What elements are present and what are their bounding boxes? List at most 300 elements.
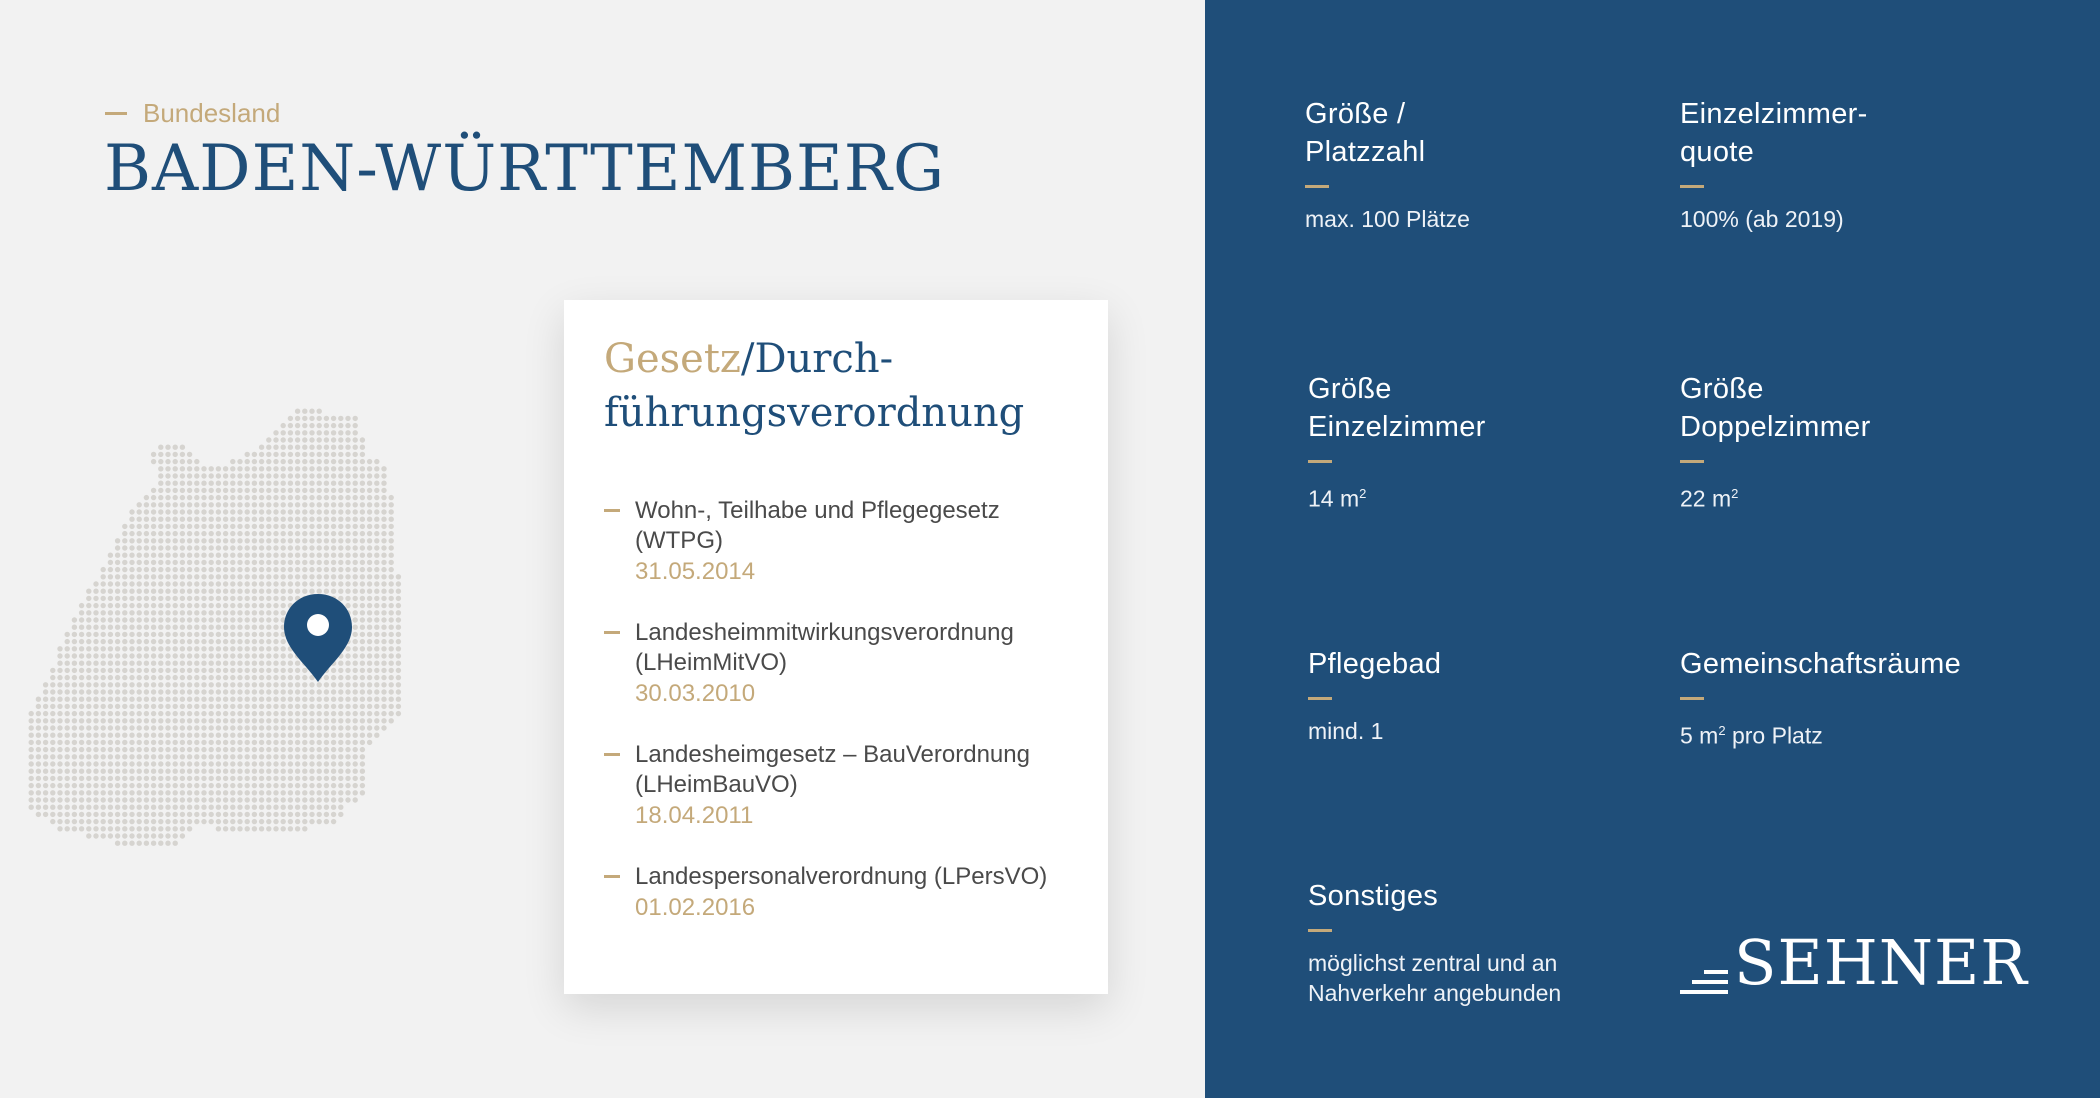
map-dot bbox=[367, 553, 372, 558]
map-dot bbox=[65, 632, 70, 637]
map-dot bbox=[50, 747, 55, 752]
map-dot bbox=[101, 761, 106, 766]
map-dot bbox=[266, 596, 271, 601]
map-dot bbox=[165, 445, 170, 450]
map-dot bbox=[209, 625, 214, 630]
map-dot bbox=[273, 740, 278, 745]
map-dot bbox=[137, 761, 142, 766]
map-dot bbox=[137, 574, 142, 579]
map-dot bbox=[57, 790, 62, 795]
map-dot bbox=[273, 776, 278, 781]
map-dot bbox=[295, 567, 300, 572]
map-dot bbox=[360, 639, 365, 644]
map-dot bbox=[158, 754, 163, 759]
map-dot bbox=[86, 589, 91, 594]
map-dot bbox=[273, 538, 278, 543]
map-dot bbox=[353, 531, 358, 536]
map-dot bbox=[144, 833, 149, 838]
map-dot bbox=[173, 661, 178, 666]
map-dot bbox=[216, 538, 221, 543]
map-dot bbox=[302, 790, 307, 795]
map-dot bbox=[259, 819, 264, 824]
map-dot bbox=[245, 509, 250, 514]
map-dot bbox=[50, 805, 55, 810]
map-dot bbox=[65, 733, 70, 738]
map-dot bbox=[173, 733, 178, 738]
map-dot bbox=[223, 473, 228, 478]
map-dot bbox=[158, 769, 163, 774]
map-dot bbox=[389, 574, 394, 579]
map-dot bbox=[173, 841, 178, 846]
map-dot bbox=[43, 689, 48, 694]
map-dot bbox=[194, 725, 199, 730]
map-dot bbox=[374, 553, 379, 558]
map-dot bbox=[209, 747, 214, 752]
map-dot bbox=[151, 682, 156, 687]
map-dot bbox=[129, 524, 134, 529]
map-dot bbox=[309, 761, 314, 766]
map-dot bbox=[180, 826, 185, 831]
map-dot bbox=[122, 769, 127, 774]
map-dot bbox=[266, 538, 271, 543]
map-dot bbox=[151, 625, 156, 630]
map-dot bbox=[43, 733, 48, 738]
map-dot bbox=[331, 754, 336, 759]
map-dot bbox=[209, 488, 214, 493]
map-dot bbox=[101, 740, 106, 745]
map-dot bbox=[309, 740, 314, 745]
map-dot bbox=[324, 445, 329, 450]
map-dot bbox=[158, 740, 163, 745]
map-dot bbox=[302, 560, 307, 565]
map-dot bbox=[273, 545, 278, 550]
map-dot bbox=[389, 502, 394, 507]
map-dot bbox=[187, 459, 192, 464]
map-dot bbox=[86, 610, 91, 615]
map-dot bbox=[353, 416, 358, 421]
map-dot bbox=[360, 509, 365, 514]
map-dot bbox=[57, 725, 62, 730]
map-dot bbox=[86, 754, 91, 759]
map-dot bbox=[389, 553, 394, 558]
map-dot bbox=[389, 589, 394, 594]
map-dot bbox=[374, 682, 379, 687]
map-dot bbox=[216, 725, 221, 730]
map-dot bbox=[173, 560, 178, 565]
map-dot bbox=[29, 740, 34, 745]
map-dot bbox=[295, 423, 300, 428]
map-dot bbox=[180, 610, 185, 615]
map-dot bbox=[309, 502, 314, 507]
map-dot bbox=[115, 754, 120, 759]
map-dot bbox=[353, 509, 358, 514]
map-dot bbox=[324, 747, 329, 752]
map-dot bbox=[72, 646, 77, 651]
map-dot bbox=[50, 675, 55, 680]
map-dot bbox=[79, 704, 84, 709]
map-dot bbox=[209, 589, 214, 594]
map-dot bbox=[122, 805, 127, 810]
map-dot bbox=[144, 509, 149, 514]
map-dot bbox=[158, 819, 163, 824]
map-dot bbox=[331, 819, 336, 824]
map-dot bbox=[273, 826, 278, 831]
map-dot bbox=[252, 481, 257, 486]
map-dot bbox=[353, 445, 358, 450]
map-dot bbox=[180, 488, 185, 493]
map-dot bbox=[158, 481, 163, 486]
map-dot bbox=[331, 452, 336, 457]
map-dot bbox=[338, 531, 343, 536]
map-dot bbox=[237, 805, 242, 810]
map-dot bbox=[374, 517, 379, 522]
map-dot bbox=[209, 725, 214, 730]
map-dot bbox=[180, 668, 185, 673]
map-dot bbox=[389, 646, 394, 651]
map-dot bbox=[266, 653, 271, 658]
map-dot bbox=[259, 459, 264, 464]
map-dot bbox=[389, 495, 394, 500]
map-dot bbox=[50, 740, 55, 745]
map-dot bbox=[115, 682, 120, 687]
map-dot bbox=[230, 545, 235, 550]
map-dot bbox=[129, 668, 134, 673]
map-dot bbox=[115, 733, 120, 738]
map-dot bbox=[396, 675, 401, 680]
map-dot bbox=[345, 567, 350, 572]
map-dot bbox=[381, 481, 386, 486]
map-dot bbox=[201, 560, 206, 565]
map-dot bbox=[259, 538, 264, 543]
map-dot bbox=[338, 761, 343, 766]
map-dot bbox=[129, 797, 134, 802]
map-dot bbox=[158, 625, 163, 630]
map-dot bbox=[158, 617, 163, 622]
map-dot bbox=[259, 747, 264, 752]
map-dot bbox=[237, 747, 242, 752]
map-dot bbox=[288, 524, 293, 529]
map-dot bbox=[288, 560, 293, 565]
map-dot bbox=[194, 783, 199, 788]
map-dot bbox=[79, 718, 84, 723]
map-dot bbox=[129, 740, 134, 745]
map-dot bbox=[50, 754, 55, 759]
map-dot bbox=[173, 797, 178, 802]
map-dot bbox=[187, 725, 192, 730]
map-dot bbox=[360, 603, 365, 608]
map-dot bbox=[165, 481, 170, 486]
map-dot bbox=[295, 445, 300, 450]
map-dot bbox=[281, 776, 286, 781]
map-dot bbox=[324, 812, 329, 817]
map-dot bbox=[360, 574, 365, 579]
map-dot bbox=[36, 725, 41, 730]
map-dot bbox=[86, 797, 91, 802]
map-dot bbox=[273, 783, 278, 788]
map-dot bbox=[259, 574, 264, 579]
map-dot bbox=[151, 610, 156, 615]
map-dot bbox=[144, 524, 149, 529]
map-dot bbox=[180, 812, 185, 817]
map-dot bbox=[252, 797, 257, 802]
map-dot bbox=[187, 697, 192, 702]
map-dot bbox=[101, 833, 106, 838]
map-dot bbox=[230, 603, 235, 608]
map-dot bbox=[237, 646, 242, 651]
map-dot bbox=[345, 560, 350, 565]
map-dot bbox=[137, 704, 142, 709]
map-dot bbox=[353, 740, 358, 745]
map-dot bbox=[93, 639, 98, 644]
map-dot bbox=[137, 819, 142, 824]
map-dot bbox=[115, 625, 120, 630]
map-dot bbox=[317, 560, 322, 565]
map-dot bbox=[173, 682, 178, 687]
map-dot bbox=[180, 790, 185, 795]
fact-value: mind. 1 bbox=[1308, 718, 1384, 744]
map-dot bbox=[360, 481, 365, 486]
map-dot bbox=[65, 783, 70, 788]
map-dot bbox=[57, 740, 62, 745]
map-dot bbox=[194, 553, 199, 558]
map-dot bbox=[295, 430, 300, 435]
map-dot bbox=[295, 481, 300, 486]
map-dot bbox=[43, 783, 48, 788]
map-dot bbox=[309, 524, 314, 529]
map-dot bbox=[374, 488, 379, 493]
map-dot bbox=[194, 488, 199, 493]
map-dot bbox=[389, 524, 394, 529]
map-dot bbox=[259, 488, 264, 493]
map-dot bbox=[266, 495, 271, 500]
map-dot bbox=[129, 646, 134, 651]
map-dot bbox=[273, 754, 278, 759]
map-dot bbox=[165, 797, 170, 802]
map-dot bbox=[245, 495, 250, 500]
map-dot bbox=[187, 531, 192, 536]
map-dot bbox=[259, 473, 264, 478]
map-dot bbox=[374, 668, 379, 673]
map-dot bbox=[288, 445, 293, 450]
map-dot bbox=[194, 589, 199, 594]
map-dot bbox=[201, 495, 206, 500]
map-dot bbox=[180, 769, 185, 774]
map-dot bbox=[367, 473, 372, 478]
map-dot bbox=[151, 459, 156, 464]
map-dot bbox=[158, 668, 163, 673]
map-dot bbox=[50, 790, 55, 795]
map-dot bbox=[187, 682, 192, 687]
map-dot bbox=[309, 704, 314, 709]
map-dot bbox=[381, 524, 386, 529]
map-dot bbox=[180, 797, 185, 802]
map-dot bbox=[216, 481, 221, 486]
map-dot bbox=[36, 754, 41, 759]
map-dot bbox=[245, 502, 250, 507]
map-dot bbox=[144, 603, 149, 608]
map-dot bbox=[230, 783, 235, 788]
map-dot bbox=[302, 761, 307, 766]
map-dot bbox=[367, 617, 372, 622]
map-dot bbox=[65, 754, 70, 759]
map-dot bbox=[331, 560, 336, 565]
map-dot bbox=[50, 819, 55, 824]
map-dot bbox=[245, 653, 250, 658]
map-dot bbox=[151, 733, 156, 738]
map-dot bbox=[374, 632, 379, 637]
map-dot bbox=[216, 689, 221, 694]
map-dot bbox=[187, 689, 192, 694]
map-dot bbox=[309, 437, 314, 442]
map-dot bbox=[180, 502, 185, 507]
map-dot bbox=[144, 632, 149, 637]
map-dot bbox=[158, 639, 163, 644]
map-dot bbox=[266, 452, 271, 457]
map-dot bbox=[151, 632, 156, 637]
map-dot bbox=[317, 747, 322, 752]
map-dot bbox=[158, 567, 163, 572]
map-dot bbox=[331, 437, 336, 442]
map-dot bbox=[259, 632, 264, 637]
map-dot bbox=[72, 704, 77, 709]
map-dot bbox=[317, 409, 322, 414]
map-dot bbox=[345, 797, 350, 802]
map-dot bbox=[345, 495, 350, 500]
map-dot bbox=[115, 646, 120, 651]
map-dot bbox=[331, 761, 336, 766]
map-dot bbox=[309, 581, 314, 586]
map-dot bbox=[389, 538, 394, 543]
map-dot bbox=[50, 783, 55, 788]
map-dot bbox=[194, 610, 199, 615]
map-dot bbox=[360, 610, 365, 615]
map-dot bbox=[129, 625, 134, 630]
map-dot bbox=[101, 797, 106, 802]
state-dot-map bbox=[20, 400, 540, 980]
map-dot bbox=[158, 783, 163, 788]
map-dot bbox=[151, 783, 156, 788]
map-dot bbox=[194, 776, 199, 781]
fact-dash bbox=[1680, 460, 1704, 463]
map-dot bbox=[230, 697, 235, 702]
map-dot bbox=[108, 625, 113, 630]
map-dot bbox=[180, 833, 185, 838]
map-dot bbox=[108, 819, 113, 824]
map-dot bbox=[137, 790, 142, 795]
map-dot bbox=[245, 531, 250, 536]
map-dot bbox=[331, 524, 336, 529]
map-dot bbox=[122, 668, 127, 673]
map-dot bbox=[338, 488, 343, 493]
map-dot bbox=[129, 509, 134, 514]
map-dot bbox=[29, 725, 34, 730]
map-dot bbox=[144, 769, 149, 774]
map-dot bbox=[396, 625, 401, 630]
map-dot bbox=[295, 689, 300, 694]
fact-value-text: 14 m bbox=[1308, 485, 1360, 512]
map-dot bbox=[201, 718, 206, 723]
map-dot bbox=[57, 711, 62, 716]
map-dot bbox=[309, 769, 314, 774]
map-dot bbox=[173, 524, 178, 529]
map-dot bbox=[79, 740, 84, 745]
map-dot bbox=[201, 603, 206, 608]
map-dot bbox=[259, 646, 264, 651]
map-dot bbox=[338, 567, 343, 572]
map-dot bbox=[101, 675, 106, 680]
map-dot bbox=[252, 661, 257, 666]
fact-groesse-einzelzimmer bbox=[1308, 370, 1548, 514]
map-dot bbox=[367, 531, 372, 536]
map-dot bbox=[302, 711, 307, 716]
map-dot bbox=[230, 646, 235, 651]
fact-pflegebad bbox=[1308, 645, 1648, 746]
map-dot bbox=[144, 761, 149, 766]
map-dot bbox=[173, 790, 178, 795]
map-dot bbox=[317, 740, 322, 745]
map-dot bbox=[137, 567, 142, 572]
map-dot bbox=[144, 567, 149, 572]
map-dot bbox=[302, 488, 307, 493]
map-dot bbox=[194, 603, 199, 608]
map-dot bbox=[302, 783, 307, 788]
map-dot bbox=[338, 711, 343, 716]
map-dot bbox=[252, 761, 257, 766]
map-dot bbox=[273, 459, 278, 464]
map-dot bbox=[237, 776, 242, 781]
map-dot bbox=[108, 805, 113, 810]
map-dot bbox=[331, 430, 336, 435]
map-dot bbox=[309, 783, 314, 788]
map-dot bbox=[230, 761, 235, 766]
map-dot bbox=[194, 574, 199, 579]
map-dot bbox=[360, 661, 365, 666]
map-dot bbox=[396, 589, 401, 594]
map-dot bbox=[353, 524, 358, 529]
map-dot bbox=[180, 697, 185, 702]
map-dot bbox=[201, 805, 206, 810]
map-dot bbox=[187, 790, 192, 795]
map-dot bbox=[353, 689, 358, 694]
map-dot bbox=[173, 819, 178, 824]
map-dot bbox=[79, 790, 84, 795]
map-dot bbox=[187, 653, 192, 658]
map-dot bbox=[209, 697, 214, 702]
map-dot bbox=[137, 545, 142, 550]
map-dot bbox=[108, 769, 113, 774]
map-dot bbox=[288, 689, 293, 694]
map-dot bbox=[353, 423, 358, 428]
map-dot bbox=[353, 697, 358, 702]
map-dot bbox=[173, 711, 178, 716]
map-dot bbox=[345, 509, 350, 514]
map-dot bbox=[137, 747, 142, 752]
map-dot bbox=[338, 437, 343, 442]
card-title-verordnung: führungsverordnung bbox=[604, 390, 1025, 436]
map-dot bbox=[396, 603, 401, 608]
map-dot bbox=[201, 545, 206, 550]
map-dot bbox=[338, 502, 343, 507]
map-dot bbox=[173, 553, 178, 558]
map-dot bbox=[216, 819, 221, 824]
map-dot bbox=[259, 689, 264, 694]
map-dot bbox=[36, 761, 41, 766]
map-dot bbox=[288, 783, 293, 788]
map-dot bbox=[173, 754, 178, 759]
map-dot bbox=[180, 452, 185, 457]
fact-label: Größe / Platzzahl bbox=[1305, 98, 1426, 168]
map-dot bbox=[93, 653, 98, 658]
